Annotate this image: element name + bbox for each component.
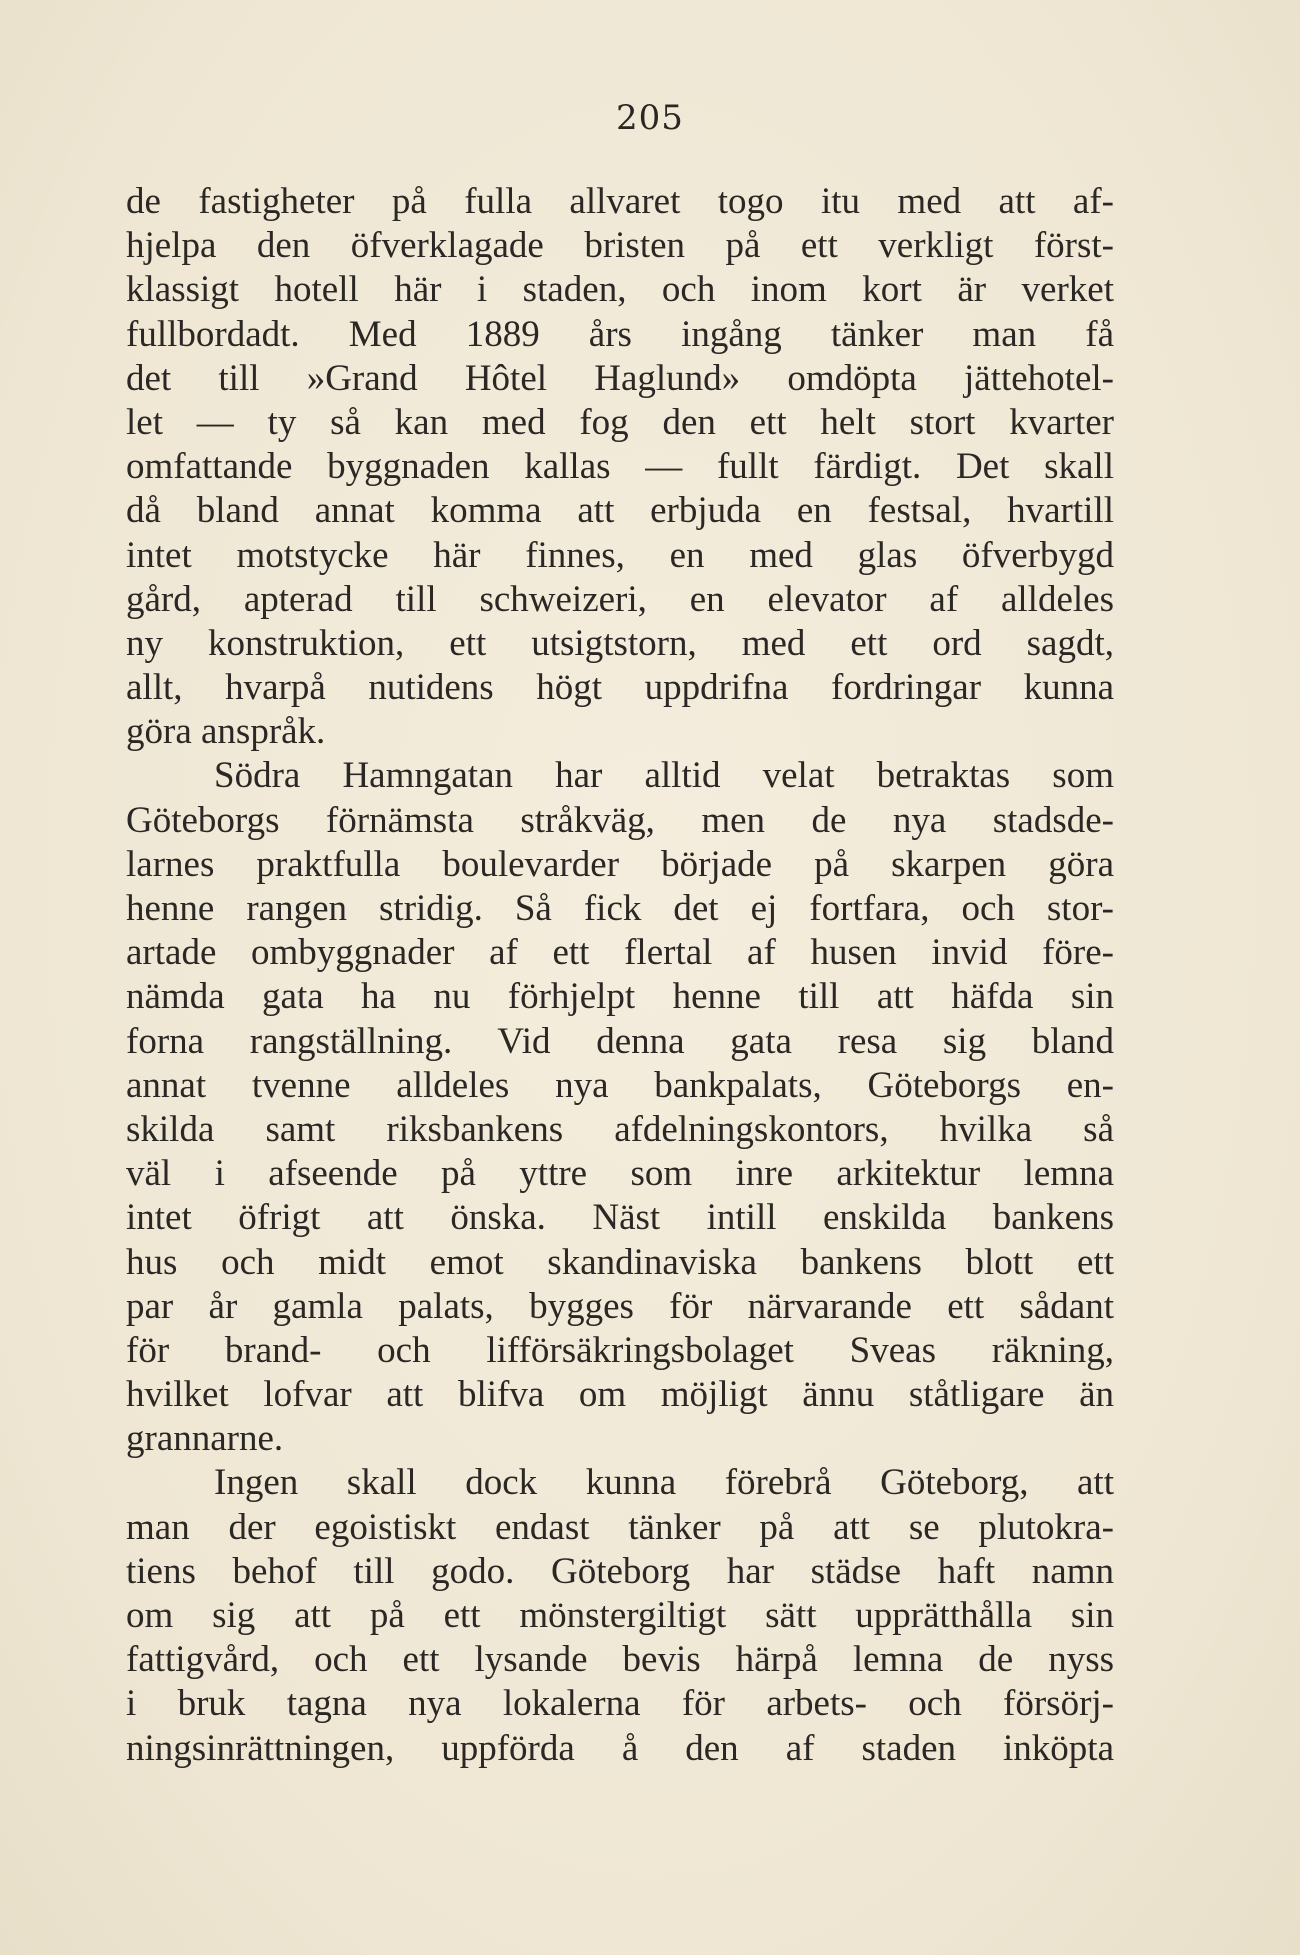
text-line: då bland annat komma att erbjuda en festsal, hvartill [126, 490, 1114, 532]
text-line: allt, hvarpå nutidens högt uppdrifna fordringar kunna [126, 667, 1114, 709]
text-line: väl i afseende på yttre som inre arkitektur lemna [126, 1153, 1114, 1195]
text-line: göra anspråk. [126, 711, 326, 753]
text-line: artade ombyggnader af ett flertal af husen invid före- [126, 932, 1114, 974]
text-line: Göteborgs förnämsta stråkväg, men de nya stadsde- [126, 799, 1114, 841]
text-line: tiens behof till godo. Göteborg har städse haft namn [126, 1550, 1114, 1592]
text-line: nämda gata ha nu förhjelpt henne till att häfda sin [126, 976, 1114, 1018]
text-line: skilda samt riksbankens afdelningskontors, hvilka så [126, 1108, 1114, 1150]
text-line: det till »Grand Hôtel Haglund» omdöpta jättehotel- [126, 357, 1114, 399]
text-line: Södra Hamngatan har alltid velat betraktas som [214, 755, 1114, 797]
page-number: 205 [616, 98, 684, 138]
text-line: hus och midt emot skandinaviska bankens blott ett [126, 1241, 1114, 1283]
text-line: larnes praktfulla boulevarder började på skarpen göra [126, 843, 1114, 885]
text-line: ny konstruktion, ett utsigtstorn, med ett ord sagdt, [126, 622, 1114, 664]
text-line: let — ty så kan med fog den ett helt stort kvarter [126, 401, 1114, 443]
text-line: Ingen skall dock kunna förebrå Göteborg, att [214, 1462, 1114, 1504]
text-line: ningsinrättningen, uppförda å den af staden inköpta [126, 1727, 1114, 1769]
text-line: fullbordadt. Med 1889 års ingång tänker man få [126, 313, 1114, 355]
text-line: intet motstycke här finnes, en med glas öfverbygd [126, 534, 1114, 576]
body-text [126, 180, 1114, 1771]
text-line: intet öfrigt att önska. Näst intill enskilda bankens [126, 1197, 1114, 1239]
text-line: hjelpa den öfverklagade bristen på ett verkligt först- [126, 225, 1114, 267]
text-line: för brand- och lifförsäkringsbolaget Sveas räkning, [126, 1329, 1114, 1371]
text-line: omfattande byggnaden kallas — fullt färdigt. Det skall [126, 446, 1114, 488]
text-line: om sig att på ett mönstergiltigt sätt upprätthålla sin [126, 1595, 1114, 1636]
text-line: fattigvård, och ett lysande bevis härpå lemna de nyss [126, 1639, 1114, 1681]
text-line: henne rangen stridig. Så fick det ej fortfara, och stor- [126, 888, 1114, 929]
text-line: de fastigheter på fulla allvaret togo itu med att af- [126, 181, 1114, 222]
text-line: man der egoistiskt endast tänker på att se plutokra- [126, 1506, 1114, 1548]
text-line: klassigt hotell här i staden, och inom kort är verket [126, 269, 1114, 311]
text-line: par år gamla palats, bygges för närvarande ett sådant [126, 1285, 1114, 1327]
text-line: hvilket lofvar att blifva om möjligt ännu ståtligare än [126, 1374, 1114, 1416]
text-line: grannarne. [126, 1418, 284, 1460]
text-line: annat tvenne alldeles nya bankpalats, Göteborgs en- [126, 1064, 1114, 1106]
text-line: i bruk tagna nya lokalerna för arbets- och försörj- [126, 1683, 1114, 1725]
text-line: forna rangställning. Vid denna gata resa sig bland [126, 1020, 1114, 1062]
text-line: gård, apterad till schweizeri, en elevator af alldeles [126, 578, 1114, 620]
